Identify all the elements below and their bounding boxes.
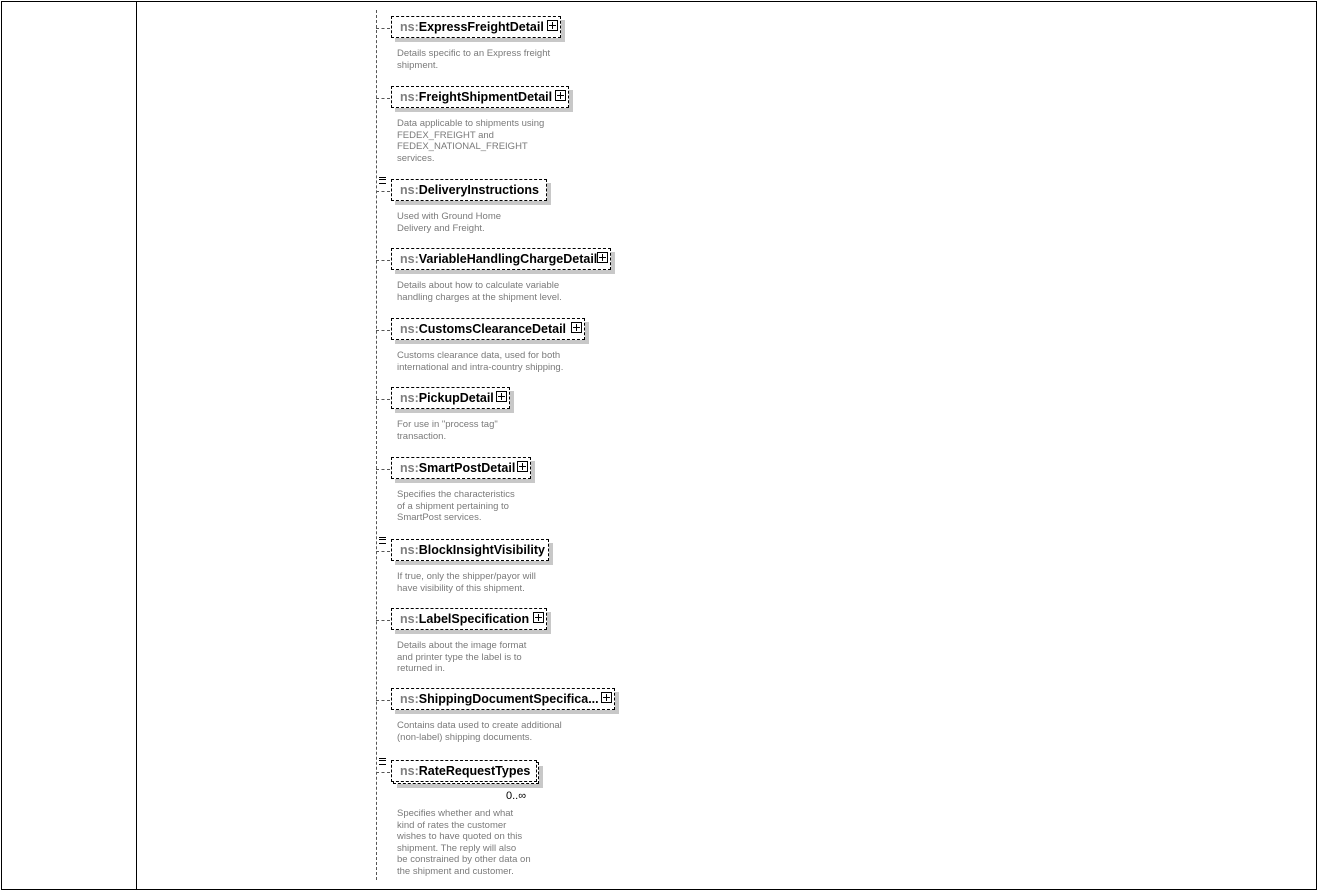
namespace-prefix: ns: [400, 322, 419, 336]
element-description: Used with Ground Home Delivery and Freight. [397, 211, 502, 234]
simple-content-icon [379, 177, 386, 184]
table-frame [1, 1, 1317, 890]
namespace-prefix: ns: [400, 612, 419, 626]
element-description: Details about how to calculate variable handling charges at the shipment level. [397, 280, 562, 303]
branch-connector [376, 330, 390, 331]
element-name: DeliveryInstructions [418, 183, 539, 197]
element-box[interactable] [391, 539, 549, 561]
element-box[interactable] [391, 318, 585, 340]
branch-connector [376, 399, 390, 400]
element-name: SmartPostDetail [418, 461, 516, 475]
expand-icon[interactable] [517, 461, 528, 472]
element-box[interactable] [391, 86, 569, 108]
element-name: VariableHandlingChargeDetail [418, 252, 598, 266]
branch-connector [376, 551, 390, 552]
simple-content-icon [379, 537, 386, 544]
branch-connector [376, 772, 390, 773]
element-name: CustomsClearanceDetail [418, 322, 567, 336]
expand-icon[interactable] [555, 90, 566, 101]
branch-connector [376, 700, 390, 701]
element-name: FreightShipmentDetail [418, 90, 553, 104]
element-box[interactable] [391, 248, 611, 270]
element-name: PickupDetail [418, 391, 494, 405]
element-description: Contains data used to create additional (non-label) shipping documents. [397, 720, 562, 743]
element-box[interactable] [391, 179, 547, 201]
expand-icon[interactable] [533, 612, 544, 623]
element-description: For use in "process tag" transaction. [397, 419, 498, 442]
element-description: Specifies whether and what kind of rates the customer wishes to have quoted on this shipment. The reply will also be constrained by other data on the shipment and customer. [397, 808, 531, 877]
branch-connector [376, 469, 390, 470]
sequence-connector [376, 10, 377, 880]
column-divider [136, 1, 137, 890]
expand-icon[interactable] [571, 322, 582, 333]
namespace-prefix: ns: [400, 692, 419, 706]
element-box[interactable] [391, 608, 547, 630]
element-box[interactable] [391, 387, 510, 409]
branch-connector [376, 98, 390, 99]
element-description: Details specific to an Express freight shipment. [397, 48, 551, 71]
element-description: Specifies the characteristics of a shipment pertaining to SmartPost services. [397, 489, 515, 524]
element-box[interactable] [391, 457, 531, 479]
namespace-prefix: ns: [400, 764, 419, 778]
element-description: Customs clearance data, used for both international and intra-country shipping. [397, 350, 564, 373]
element-description: If true, only the shipper/payor will have visibility of this shipment. [397, 571, 536, 594]
element-box[interactable] [391, 688, 615, 710]
element-description: Details about the image format and printer type the label is to returned in. [397, 640, 527, 675]
namespace-prefix: ns: [400, 252, 419, 266]
expand-icon[interactable] [601, 692, 612, 703]
branch-connector [376, 620, 390, 621]
element-name: RateRequestTypes [418, 764, 531, 778]
element-box[interactable] [391, 760, 537, 782]
element-box[interactable] [391, 16, 561, 38]
namespace-prefix: ns: [400, 20, 419, 34]
namespace-prefix: ns: [400, 543, 419, 557]
branch-connector [376, 28, 390, 29]
namespace-prefix: ns: [400, 90, 419, 104]
branch-connector [376, 191, 390, 192]
branch-connector [376, 260, 390, 261]
namespace-prefix: ns: [400, 183, 419, 197]
element-name: ShippingDocumentSpecifica... [418, 692, 599, 706]
namespace-prefix: ns: [400, 391, 419, 405]
element-name: ExpressFreightDetail [418, 20, 544, 34]
expand-icon[interactable] [547, 20, 558, 31]
cardinality-label: 0..∞ [506, 790, 527, 802]
expand-icon[interactable] [496, 391, 507, 402]
namespace-prefix: ns: [400, 461, 419, 475]
element-name: BlockInsightVisibility [418, 543, 545, 557]
expand-icon[interactable] [597, 252, 608, 263]
element-name: LabelSpecification [418, 612, 530, 626]
simple-content-icon [379, 758, 386, 765]
element-description: Data applicable to shipments using FEDEX_FREIGHT and FEDEX_NATIONAL_FREIGHT services. [397, 118, 545, 164]
